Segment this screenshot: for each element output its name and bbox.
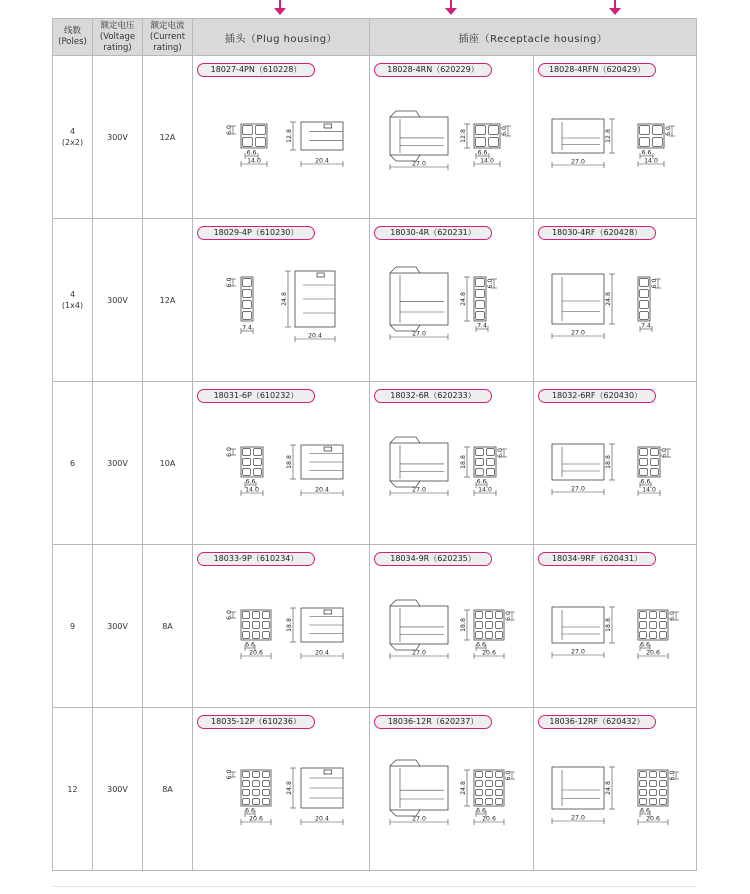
dimension-label: 6.6 <box>477 149 488 157</box>
pin-cavity <box>650 799 657 805</box>
receptacle-flange-cell <box>534 545 697 708</box>
dimension-label: 6.0 <box>661 448 668 458</box>
receptacle-drawing <box>370 219 534 382</box>
pin-cavity <box>243 799 250 805</box>
header-receptacle-housing: 插座（Receptacle housing） <box>370 19 697 56</box>
dimension-label: 18.8 <box>460 455 467 469</box>
dimension-label: 6.0 <box>487 278 494 289</box>
table-header-row <box>53 19 697 56</box>
receptacle-flange-drawing <box>534 219 697 382</box>
receptacle-drawing <box>370 56 534 219</box>
pin-cavity <box>253 781 260 787</box>
dimension-label: 27.0 <box>412 160 426 168</box>
dimension-label: 6.0 <box>665 126 672 136</box>
dimension-label: 7.4 <box>477 322 487 330</box>
pin-cavity <box>486 612 493 619</box>
poles-cell: 4 (2x2) <box>53 56 93 219</box>
pin-cavity <box>263 799 270 805</box>
receptacle-flange-cell <box>534 382 697 545</box>
pin-cavity <box>476 790 483 796</box>
table-row <box>53 219 697 382</box>
part-number-badge: 18029-4P（610230） <box>197 226 315 240</box>
connector-body <box>241 447 263 477</box>
part-number-badge: 18028-4RN（620229） <box>374 63 492 77</box>
latch <box>324 770 332 774</box>
dimension-label: 20.4 <box>315 486 329 494</box>
pin-cavity <box>650 612 657 619</box>
table-row <box>53 545 697 708</box>
dimension-label: 24.8 <box>460 781 467 795</box>
housing-side-view <box>552 767 604 809</box>
pin-cavity <box>476 772 483 778</box>
dimension-label: 6.0 <box>226 610 233 620</box>
dimension-label: 27.0 <box>571 158 585 166</box>
voltage-cell: 300V <box>93 219 143 382</box>
pin-cavity <box>476 622 483 629</box>
receptacle-cell <box>370 382 534 545</box>
housing-side-view <box>390 273 448 325</box>
pin-cavity <box>243 622 250 629</box>
table-row <box>53 56 697 219</box>
part-number-badge: 18027-4PN（610228） <box>197 63 315 77</box>
pin-cavity <box>496 772 503 778</box>
pin-cavity <box>496 781 503 787</box>
pin-cavity <box>243 290 252 298</box>
pin-cavity <box>660 772 667 778</box>
pin-cavity <box>243 449 251 456</box>
footer-line <box>52 886 696 887</box>
pin-cavity <box>476 312 485 320</box>
part-number-badge: 18032-6R（620233） <box>374 389 492 403</box>
dimension-label: 6.6 <box>246 149 257 157</box>
dimension-label: 24.8 <box>605 781 612 795</box>
receptacle-flange-drawing <box>534 708 697 871</box>
connector-spec-table <box>52 18 697 871</box>
pin-cavity <box>496 622 503 629</box>
receptacle-cell <box>370 56 534 219</box>
dimension-label: 27.0 <box>571 329 585 337</box>
poles-cell: 12 <box>53 708 93 871</box>
pin-cavity <box>476 459 484 466</box>
pin-cavity <box>253 632 260 639</box>
pin-cavity <box>243 781 250 787</box>
pin-cavity <box>263 632 270 639</box>
pin-cavity <box>256 126 266 135</box>
latch <box>324 610 332 614</box>
pin-cavity <box>263 781 270 787</box>
housing-side-view <box>390 606 448 644</box>
pin-cavity <box>650 781 657 787</box>
dimension-label: 20.6 <box>249 649 263 657</box>
receptacle-cell <box>370 545 534 708</box>
dimension-label: 12.8 <box>460 129 467 143</box>
dimension-label: 14.0 <box>247 157 261 165</box>
connector-body <box>638 447 660 477</box>
down-arrow-icon <box>274 0 286 16</box>
dimension-label: 20.6 <box>482 815 496 823</box>
plug-cell <box>193 219 370 382</box>
dimension-label: 27.0 <box>412 649 426 657</box>
pin-cavity <box>640 632 647 639</box>
pin-cavity <box>243 469 251 476</box>
dimension-label: 6.6 <box>245 807 255 815</box>
poles-cell: 4 (1x4) <box>53 219 93 382</box>
pin-cavity <box>640 290 649 298</box>
current-cell: 12A <box>143 56 193 219</box>
receptacle-drawing <box>370 708 534 871</box>
plug-drawing <box>193 56 370 219</box>
pin-cavity <box>253 790 260 796</box>
pin-cavity <box>263 790 270 796</box>
voltage-cell: 300V <box>93 545 143 708</box>
dimension-label: 20.6 <box>646 815 660 823</box>
pin-cavity <box>243 138 253 147</box>
pin-cavity <box>254 449 262 456</box>
receptacle-drawing <box>370 382 534 545</box>
pin-cavity <box>496 632 503 639</box>
header-current: 额定电流 (Current rating) <box>143 19 193 56</box>
flange-tab <box>390 111 420 117</box>
plug-cell <box>193 56 370 219</box>
pin-cavity <box>640 469 648 476</box>
header-voltage: 额定电压 (Voltage rating) <box>93 19 143 56</box>
dimension-label: 6.0 <box>226 125 233 135</box>
pin-cavity <box>476 301 485 309</box>
dimension-label: 20.4 <box>315 815 329 823</box>
current-cell: 10A <box>143 382 193 545</box>
latch <box>324 124 332 128</box>
pin-cavity <box>243 301 252 309</box>
dimension-label: 20.4 <box>315 157 329 165</box>
pin-cavity <box>640 126 650 135</box>
receptacle-flange-cell <box>534 219 697 382</box>
dimension-label: 7.4 <box>641 322 651 330</box>
current-cell: 12A <box>143 219 193 382</box>
pin-cavity <box>263 772 270 778</box>
dimension-label: 6.0 <box>669 611 676 621</box>
dimension-label: 27.0 <box>571 648 585 656</box>
pin-cavity <box>486 781 493 787</box>
housing-side-view <box>390 766 448 810</box>
receptacle-flange-drawing <box>534 56 697 219</box>
dimension-label: 6.6 <box>640 478 651 486</box>
dimension-label: 6.0 <box>505 770 512 781</box>
pin-cavity <box>253 612 260 619</box>
part-number-badge: 18034-9R（620235） <box>374 552 492 566</box>
voltage-cell: 300V <box>93 382 143 545</box>
dimension-label: 20.4 <box>308 332 322 340</box>
dimension-label: 6.0 <box>651 278 658 289</box>
dimension-label: 14.0 <box>480 157 494 165</box>
housing-side-view <box>552 274 604 324</box>
pin-cavity <box>651 469 659 476</box>
receptacle-flange-drawing <box>534 545 697 708</box>
pin-cavity <box>486 799 493 805</box>
dimension-label: 6.0 <box>669 770 676 781</box>
pin-cavity <box>640 781 647 787</box>
dimension-label: 24.8 <box>281 292 288 306</box>
pin-cavity <box>243 126 253 135</box>
pin-cavity <box>660 790 667 796</box>
dimension-label: 20.4 <box>315 649 329 657</box>
pin-cavity <box>653 126 663 135</box>
dimension-label: 6.6 <box>641 149 652 157</box>
dimension-label: 12.8 <box>605 129 612 143</box>
pin-cavity <box>254 459 262 466</box>
dimension-label: 6.0 <box>497 448 504 458</box>
dimension-label: 6.6 <box>245 641 255 649</box>
table-row <box>53 382 697 545</box>
dimension-label: 18.8 <box>286 618 293 632</box>
part-number-badge: 18035-12P（610236） <box>197 715 315 729</box>
pin-cavity <box>640 449 648 456</box>
connector-body <box>638 124 664 148</box>
connector-body <box>474 610 504 640</box>
pin-cavity <box>660 781 667 787</box>
part-number-badge: 18034-9RF（620431） <box>538 552 656 566</box>
pin-cavity <box>476 632 483 639</box>
part-number-badge: 18032-6RF（620430） <box>538 389 656 403</box>
pin-cavity <box>243 279 252 287</box>
dimension-label: 6.0 <box>226 277 233 288</box>
dimension-label: 6.6 <box>476 807 486 815</box>
part-number-badge: 18036-12RF（620432） <box>538 715 656 729</box>
receptacle-cell <box>370 708 534 871</box>
housing-side-view <box>301 122 343 150</box>
dimension-label: 6.6 <box>640 807 650 815</box>
voltage-cell: 300V <box>93 56 143 219</box>
pin-cavity <box>496 612 503 619</box>
part-number-badge: 18030-4RF（620428） <box>538 226 656 240</box>
connector-body <box>241 770 271 806</box>
flange-tab <box>390 437 420 443</box>
pin-cavity <box>476 290 485 298</box>
pin-cavity <box>487 469 495 476</box>
plug-cell <box>193 545 370 708</box>
part-number-badge: 18028-4RFN（620429） <box>538 63 656 77</box>
pin-cavity <box>640 138 650 147</box>
pin-cavity <box>476 279 485 287</box>
dimension-label: 18.8 <box>605 618 612 632</box>
pin-cavity <box>243 312 252 320</box>
pin-cavity <box>476 612 483 619</box>
pin-cavity <box>660 632 667 639</box>
connector-body <box>638 610 668 640</box>
plug-cell <box>193 708 370 871</box>
housing-side-view <box>390 117 448 155</box>
pin-cavity <box>243 772 250 778</box>
pin-cavity <box>253 772 260 778</box>
pin-cavity <box>653 138 663 147</box>
dimension-label: 18.8 <box>286 455 293 469</box>
dimension-label: 24.8 <box>460 292 467 306</box>
latch <box>317 273 324 277</box>
pin-cavity <box>243 459 251 466</box>
current-cell: 8A <box>143 545 193 708</box>
dimension-label: 27.0 <box>571 485 585 493</box>
pin-cavity <box>640 312 649 320</box>
connector-body <box>474 447 496 477</box>
pin-cavity <box>660 612 667 619</box>
pin-cavity <box>476 138 486 147</box>
current-cell: 8A <box>143 708 193 871</box>
dimension-label: 12.8 <box>286 129 293 143</box>
pin-cavity <box>263 622 270 629</box>
plug-cell <box>193 382 370 545</box>
dimension-label: 27.0 <box>412 815 426 823</box>
dimension-label: 14.0 <box>642 486 656 494</box>
poles-cell: 6 <box>53 382 93 545</box>
pin-cavity <box>476 799 483 805</box>
pin-cavity <box>640 279 649 287</box>
pin-cavity <box>243 612 250 619</box>
poles-cell: 9 <box>53 545 93 708</box>
dimension-label: 14.0 <box>478 486 492 494</box>
pin-cavity <box>640 799 647 805</box>
pin-cavity <box>476 469 484 476</box>
housing-side-view <box>552 444 604 480</box>
pin-cavity <box>476 449 484 456</box>
latch <box>324 447 332 451</box>
connector-body <box>474 124 500 148</box>
part-number-badge: 18036-12R（620237） <box>374 715 492 729</box>
dimension-label: 6.0 <box>226 769 233 780</box>
pin-cavity <box>486 632 493 639</box>
housing-side-view <box>552 119 604 153</box>
table-row <box>53 708 697 871</box>
housing-side-view <box>552 607 604 643</box>
pin-cavity <box>640 790 647 796</box>
dimension-label: 6.0 <box>226 447 233 457</box>
pin-cavity <box>660 622 667 629</box>
dimension-label: 27.0 <box>571 814 585 822</box>
pin-cavity <box>489 126 499 135</box>
header-plug-housing: 插头（Plug housing） <box>193 19 370 56</box>
voltage-cell: 300V <box>93 708 143 871</box>
pin-cavity <box>650 772 657 778</box>
dimension-label: 6.6 <box>640 641 650 649</box>
dimension-label: 20.6 <box>482 649 496 657</box>
connector-body <box>241 124 267 148</box>
pin-cavity <box>640 459 648 466</box>
dimension-label: 14.0 <box>245 486 259 494</box>
pin-cavity <box>486 790 493 796</box>
dimension-label: 24.8 <box>605 292 612 306</box>
dimension-label: 6.0 <box>505 611 512 621</box>
dimension-label: 18.8 <box>460 618 467 632</box>
dimension-label: 27.0 <box>412 486 426 494</box>
pin-cavity <box>256 138 266 147</box>
plug-drawing <box>193 382 370 545</box>
pin-cavity <box>640 772 647 778</box>
dimension-label: 20.6 <box>646 649 660 657</box>
pin-cavity <box>640 622 647 629</box>
pin-cavity <box>640 612 647 619</box>
pin-cavity <box>660 799 667 805</box>
dimension-label: 6.6 <box>245 478 256 486</box>
dimension-label: 6.6 <box>476 641 486 649</box>
pin-cavity <box>651 459 659 466</box>
receptacle-flange-cell <box>534 708 697 871</box>
pin-cavity <box>476 126 486 135</box>
pin-cavity <box>263 612 270 619</box>
receptacle-flange-drawing <box>534 382 697 545</box>
receptacle-cell <box>370 219 534 382</box>
pin-cavity <box>496 799 503 805</box>
pin-cavity <box>489 138 499 147</box>
down-arrow-icon <box>609 0 621 16</box>
plug-drawing <box>193 545 370 708</box>
header-poles: 线数 (Poles) <box>53 19 93 56</box>
plug-drawing <box>193 219 370 382</box>
pin-cavity <box>253 799 260 805</box>
flange-tab <box>390 600 420 606</box>
pin-cavity <box>243 790 250 796</box>
flange-tab <box>390 760 420 766</box>
dimension-label: 24.8 <box>286 781 293 795</box>
pin-cavity <box>487 449 495 456</box>
pin-cavity <box>650 632 657 639</box>
connector-body <box>474 770 504 806</box>
pin-cavity <box>253 622 260 629</box>
connector-body <box>241 610 271 640</box>
dimension-label: 20.6 <box>249 815 263 823</box>
pin-cavity <box>486 772 493 778</box>
pin-cavity <box>496 790 503 796</box>
dimension-label: 6.0 <box>501 126 508 136</box>
dimension-label: 14.0 <box>644 157 658 165</box>
pin-cavity <box>476 781 483 787</box>
dimension-label: 27.0 <box>412 330 426 338</box>
connector-body <box>638 770 668 806</box>
pin-cavity <box>650 790 657 796</box>
pin-cavity <box>486 622 493 629</box>
down-arrow-icon <box>445 0 457 16</box>
dimension-label: 18.8 <box>605 455 612 469</box>
housing-side-view <box>390 443 448 481</box>
part-number-badge: 18031-6P（610232） <box>197 389 315 403</box>
pin-cavity <box>651 449 659 456</box>
part-number-badge: 18033-9P（610234） <box>197 552 315 566</box>
flange-tab <box>390 267 420 273</box>
plug-drawing <box>193 708 370 871</box>
pin-cavity <box>487 459 495 466</box>
pin-cavity <box>254 469 262 476</box>
dimension-label: 7.4 <box>242 324 252 332</box>
receptacle-flange-cell <box>534 56 697 219</box>
pin-cavity <box>243 632 250 639</box>
pin-cavity <box>650 622 657 629</box>
receptacle-drawing <box>370 545 534 708</box>
pin-cavity <box>640 301 649 309</box>
dimension-label: 6.6 <box>476 478 487 486</box>
part-number-badge: 18030-4R（620231） <box>374 226 492 240</box>
